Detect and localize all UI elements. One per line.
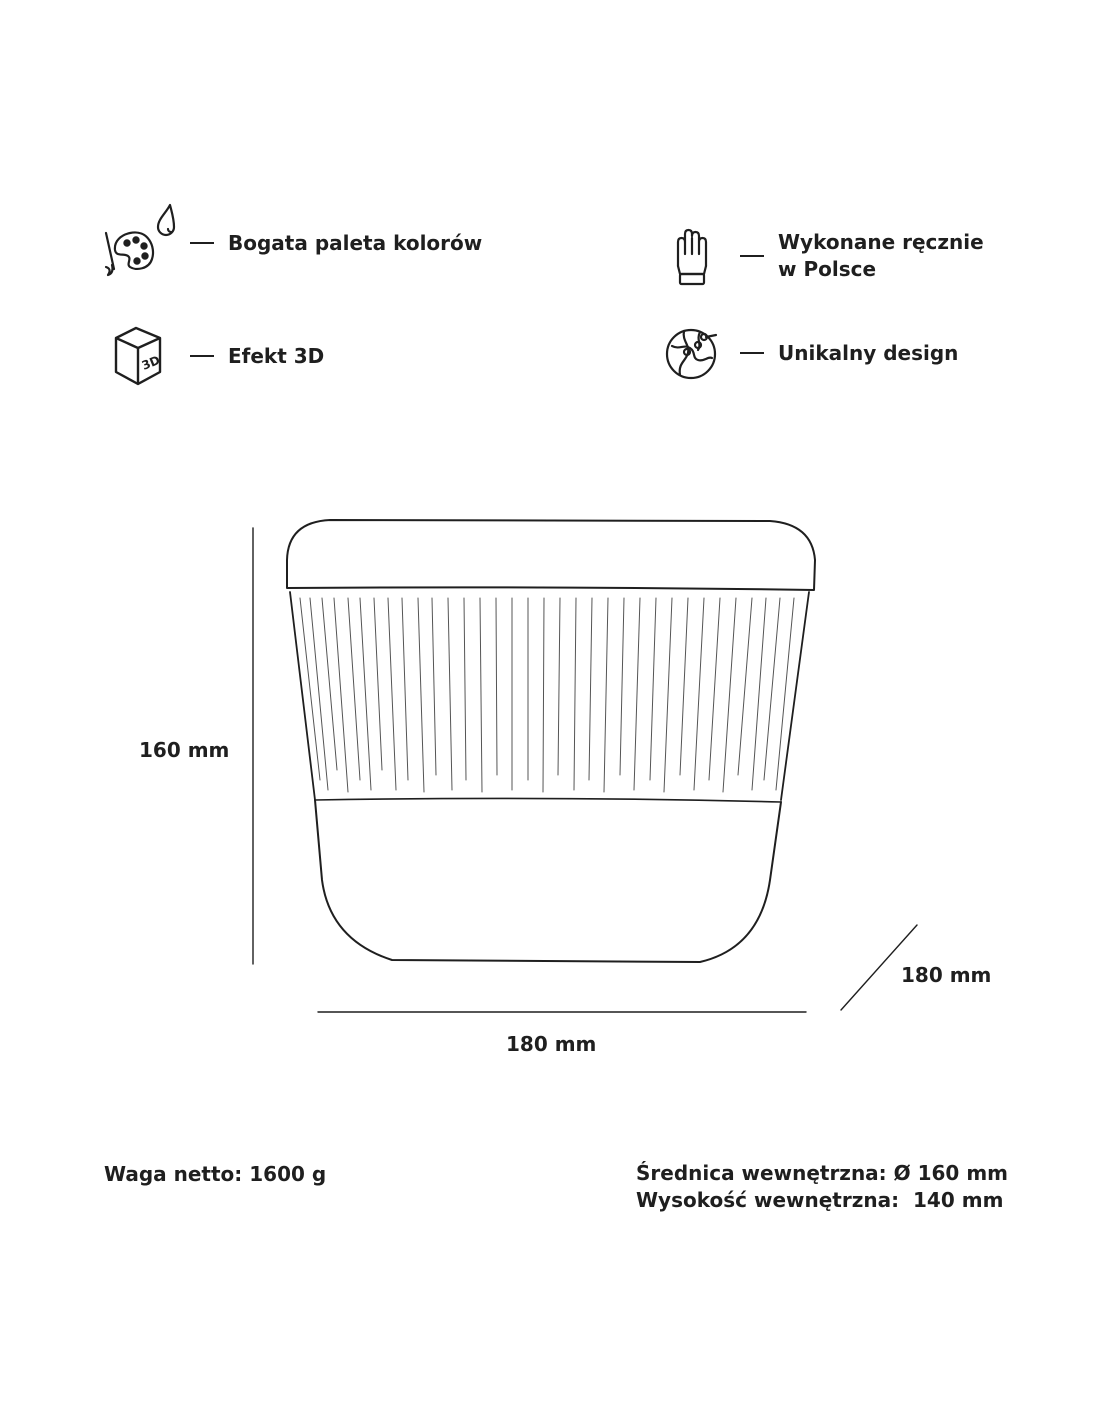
net-weight: Waga netto: 1600 g [104, 1162, 327, 1186]
depth-dimension-label: 180 mm [901, 963, 992, 987]
svg-text:3D: 3D [139, 352, 163, 373]
width-dimension-label: 180 mm [506, 1032, 597, 1056]
feature-label: Unikalny design [778, 340, 959, 365]
pot-base [315, 800, 781, 962]
pot-rim [287, 520, 815, 590]
feature-label: Bogata paleta kolorów [228, 230, 483, 255]
height-dimension-label: 160 mm [139, 738, 230, 762]
feature-label: Wykonane ręcznie w Polsce [778, 230, 984, 281]
pot-fluted-body [290, 592, 809, 800]
pot-fluting-lines [300, 598, 794, 792]
inner-height: Wysokość wewnętrzna: 140 mm [636, 1188, 1004, 1212]
feature-label: Efekt 3D [228, 343, 325, 368]
inner-diameter: Średnica wewnętrzna: Ø 160 mm [636, 1161, 1008, 1185]
